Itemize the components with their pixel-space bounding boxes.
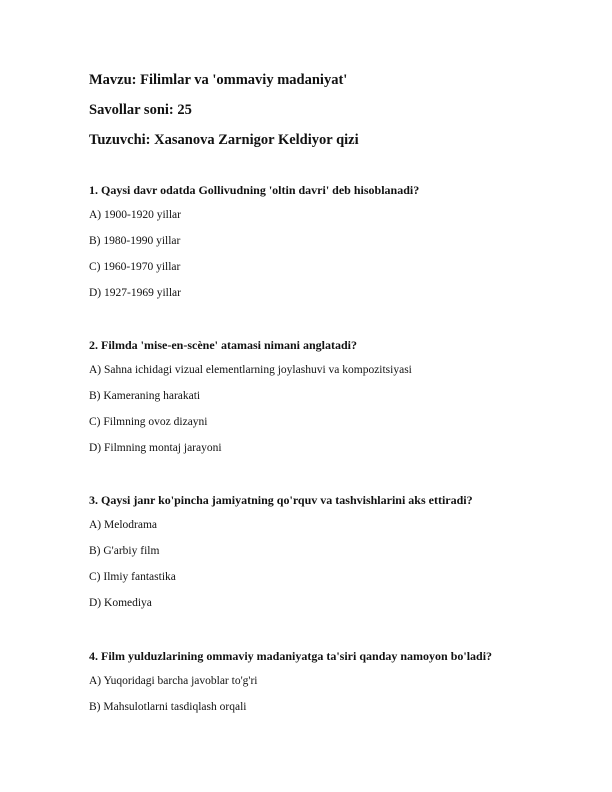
question-2-option-c: C) Filmning ovoz dizayni xyxy=(89,416,208,428)
author-line: Tuzuvchi: Xasanova Zarnigor Keldiyor qizi xyxy=(89,132,359,148)
question-1: 1. Qaysi davr odatda Gollivudning 'oltin davri' deb hisoblanadi? xyxy=(89,183,420,197)
question-2-option-a: A) Sahna ichidagi vizual elementlarning joylashuvi va kompozitsiyasi xyxy=(89,364,412,376)
question-count: Savollar soni: 25 xyxy=(89,102,192,118)
question-3-option-d: D) Komediya xyxy=(89,597,152,609)
topic-heading: Mavzu: Filimlar va 'ommaviy madaniyat' xyxy=(89,72,348,88)
question-1-option-b: B) 1980-1990 yillar xyxy=(89,235,181,247)
question-4: 4. Film yulduzlarining ommaviy madaniyatga ta'siri qanday namoyon bo'ladi? xyxy=(89,649,493,663)
question-1-option-a: A) 1900-1920 yillar xyxy=(89,209,181,221)
question-1-option-d: D) 1927-1969 yillar xyxy=(89,287,181,299)
question-2-option-b: B) Kameraning harakati xyxy=(89,390,201,402)
question-3: 3. Qaysi janr ko'pincha jamiyatning qo'rquv va tashvishlarini aks ettiradi? xyxy=(89,493,473,507)
question-3-option-b: B) G'arbiy film xyxy=(89,545,160,557)
question-3-option-c: C) Ilmiy fantastika xyxy=(89,571,176,583)
question-2-option-d: D) Filmning montaj jarayoni xyxy=(89,442,222,454)
question-4-option-b: B) Mahsulotlarni tasdiqlash orqali xyxy=(89,701,247,713)
question-4-option-a: A) Yuqoridagi barcha javoblar to'g'ri xyxy=(89,675,258,687)
question-2: 2. Filmda 'mise-en-scène' atamasi nimani anglatadi? xyxy=(89,338,357,352)
question-1-option-c: C) 1960-1970 yillar xyxy=(89,261,181,273)
question-3-option-a: A) Melodrama xyxy=(89,519,158,531)
